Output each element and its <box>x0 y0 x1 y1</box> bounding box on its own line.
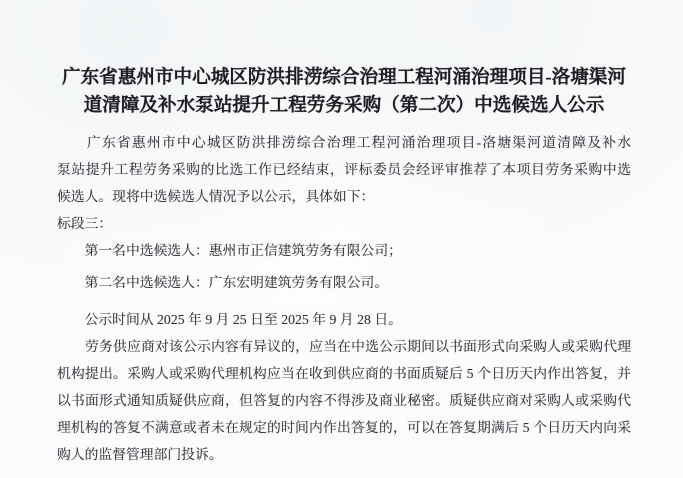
objection-procedure-paragraph <box>57 333 631 468</box>
text-line: 泵站提升工程劳务采购的比选工作已经结束，评标委员会经评审推荐了本项目劳务采购中选 <box>57 162 631 178</box>
text-line: 广东省惠州市中心城区防洪排涝综合治理工程河涌治理项目-洛塘渠河 <box>61 67 626 88</box>
intro-paragraph <box>57 129 631 210</box>
text-line: 广东省惠州市中心城区防洪排涝综合治理工程河涌治理项目-洛塘渠河道清障及补水 <box>57 135 631 150</box>
text-line: 购人的监督管理部门投诉。 <box>57 447 223 463</box>
text-line: 理机构的答复不满意或者未在规定的时间内作出答复的，可以在答复期满后 5 个日历天内向采 <box>57 419 631 435</box>
second-candidate-line <box>57 269 631 296</box>
first-candidate-line <box>57 237 631 264</box>
text-line: 以书面形式通知质疑供应商，但答复的内容不得涉及商业秘密。质疑供应商对采购人或采购代 <box>57 392 631 408</box>
text-line: 第一名中选候选人：惠州市正信建筑劳务有限公司； <box>57 243 402 259</box>
publicity-period-line <box>57 306 631 333</box>
text-line: 候选人。现将中选候选人情况予以公示，具体如下： <box>57 189 375 205</box>
text-line: 机构提出。采购人或采购代理机构应当在收到供应商的书面质疑后 5 个日历天内作出答复，并 <box>57 365 631 381</box>
text-line: 第二名中选候选人：广东宏明建筑劳务有限公司。 <box>57 275 389 291</box>
text-line: 道清障及补水泵站提升工程劳务采购（第二次）中选候选人公示 <box>83 94 605 116</box>
bid-section-label <box>57 210 631 237</box>
notice-title <box>57 64 631 119</box>
text-line: 公示时间从 2025 年 9 月 25 日至 2025 年 9 月 28 日。 <box>57 311 402 327</box>
text-line: 劳务供应商对该公示内容有异议的，应当在中选公示期间以书面形式向采购人或采购代理 <box>57 338 631 354</box>
text-line: 标段三： <box>57 216 113 232</box>
